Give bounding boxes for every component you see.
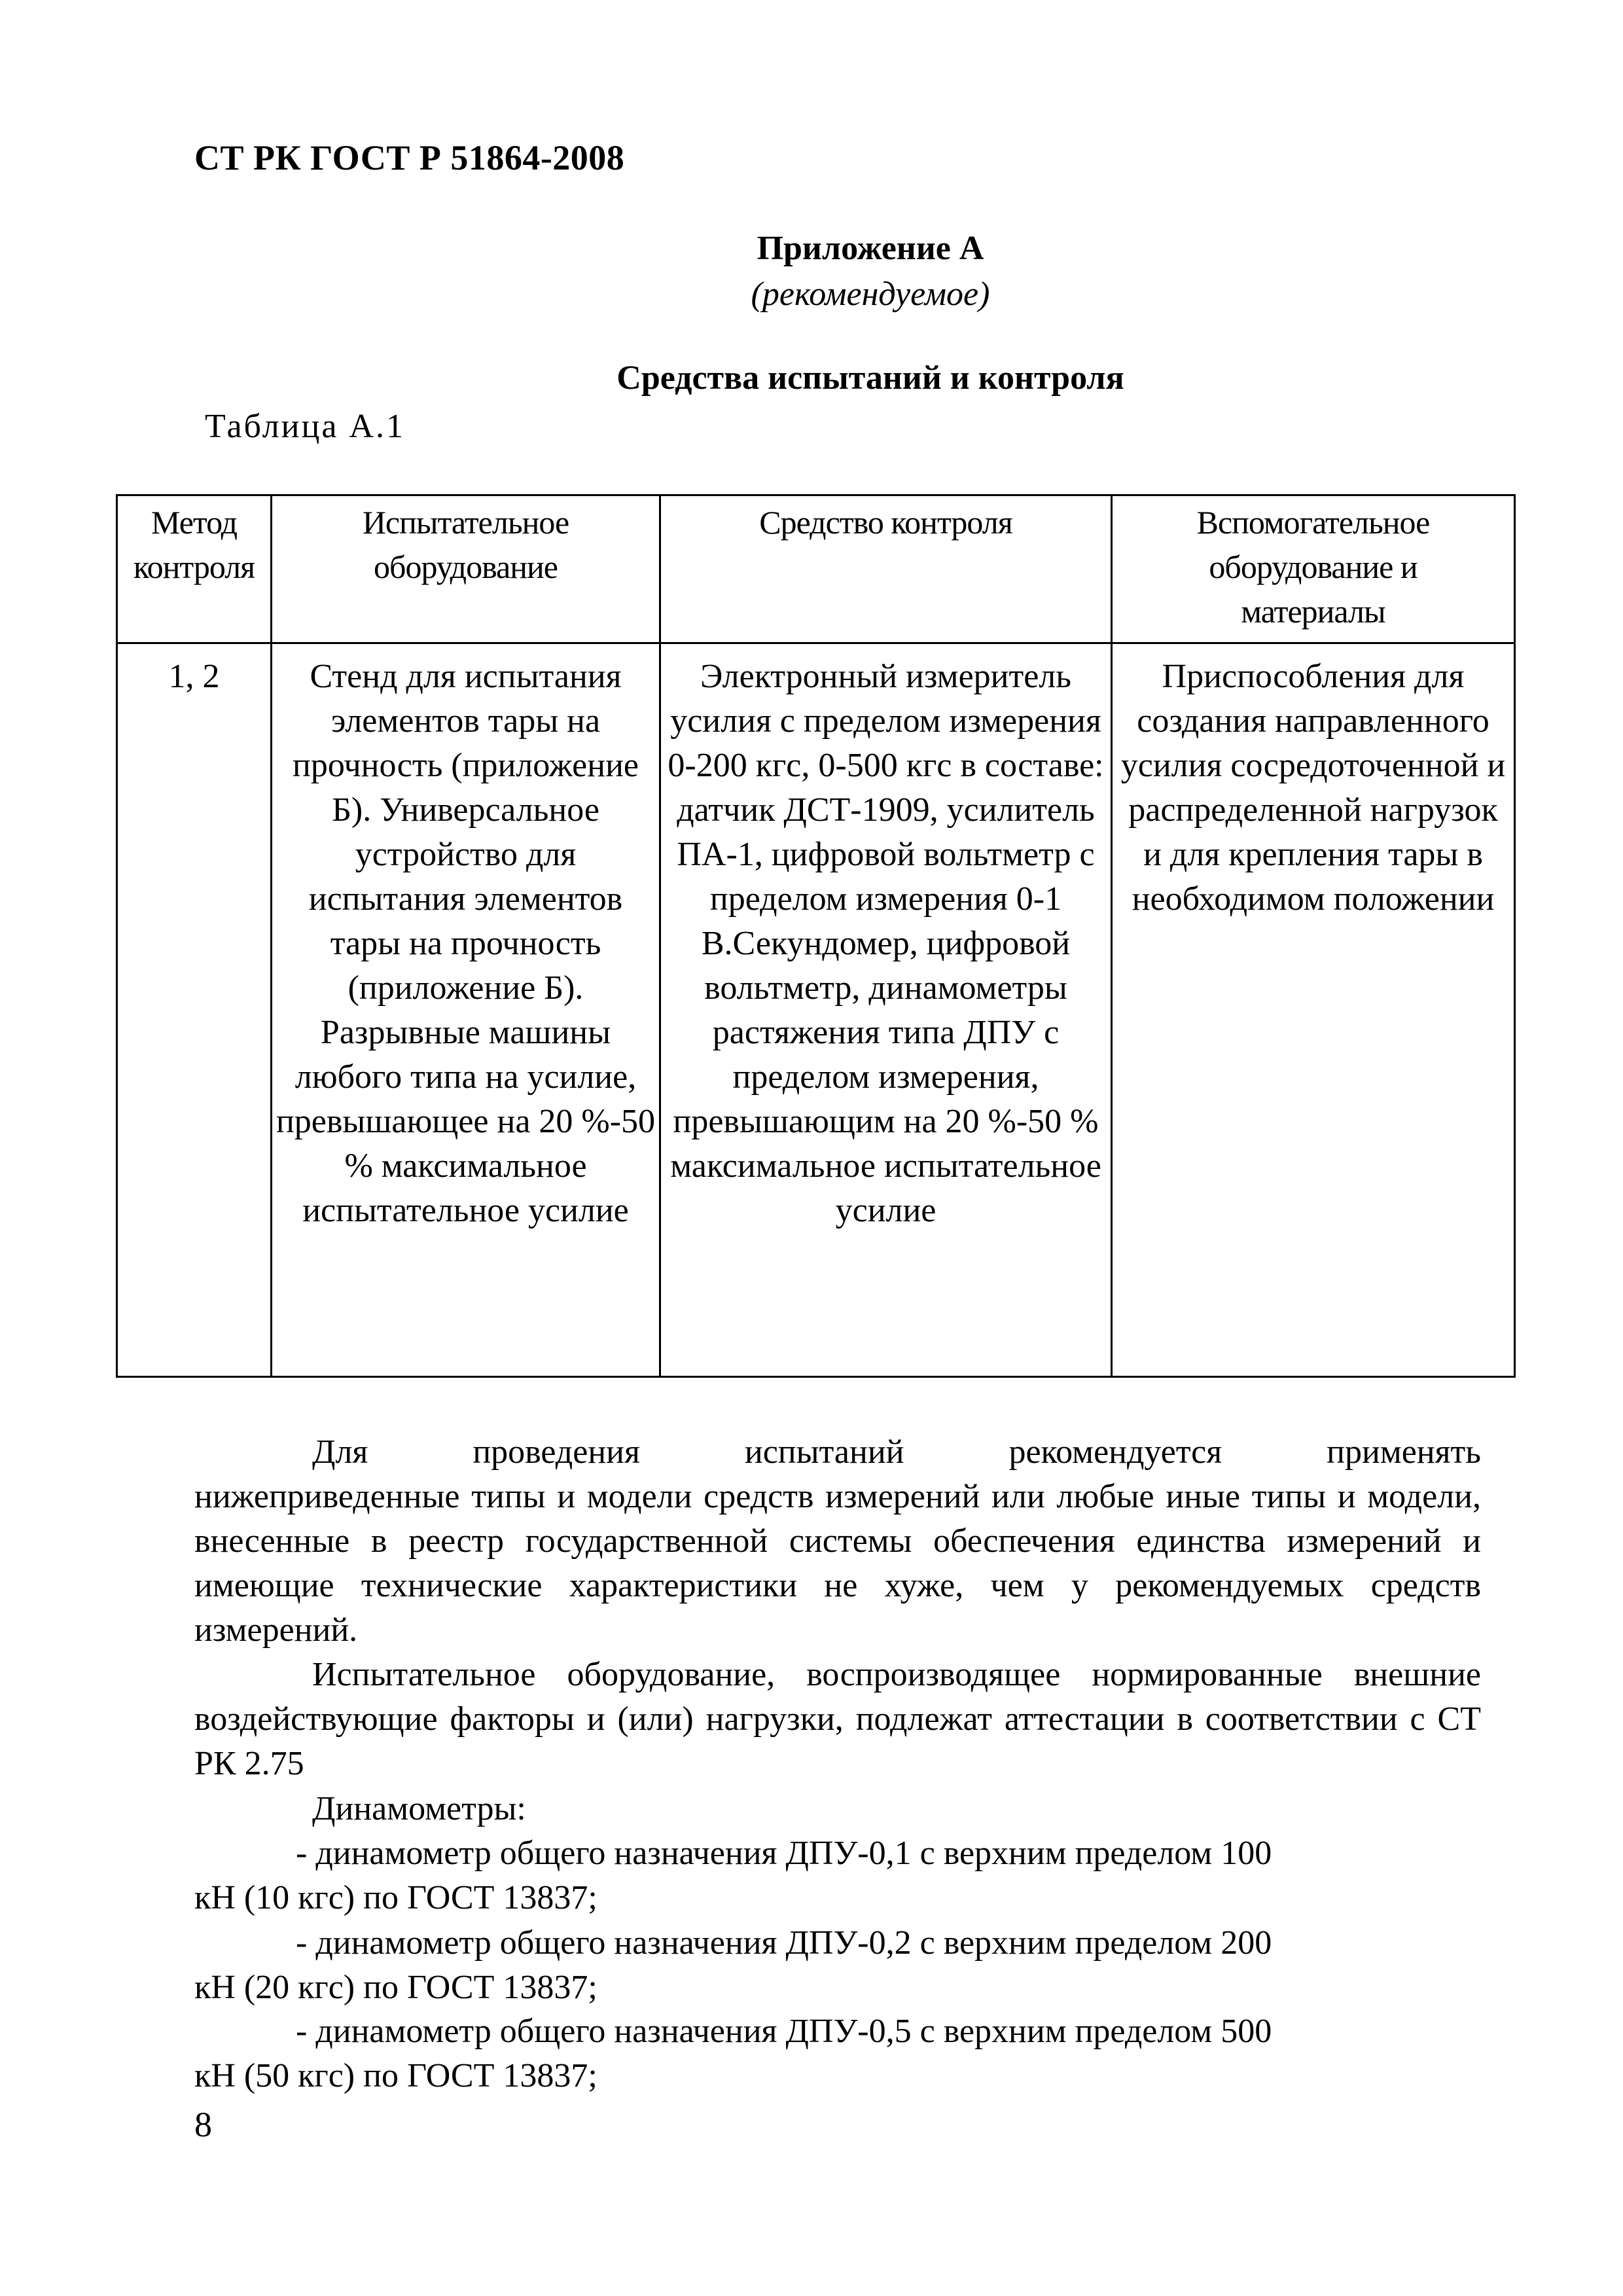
header-equipment: Испытательное оборудование <box>272 495 660 643</box>
cell-equipment: Стенд для испытания элементов тары на прочность (приложение Б). Универсальное устройство для испытания элементов тары на прочность (приложение Б). Разрывные машины любого типа на усилие, превышающее на 20 %-50 % максимальное испытательное усилие <box>272 643 660 1377</box>
dynamometers-heading: Динамометры: <box>312 1790 526 1827</box>
list-item-tail: кН (20 кгс) по ГОСТ 13837; <box>194 1969 597 2006</box>
page-number: 8 <box>194 2105 212 2144</box>
table-caption: Таблица А.1 <box>205 408 405 445</box>
annex-subtitle: (рекомендуемое) <box>751 276 990 313</box>
document-code: СТ РК ГОСТ Р 51864-2008 <box>194 138 625 177</box>
annex-title: Приложение А <box>757 230 984 267</box>
list-item-lead: - динамометр общего назначения ДПУ-0,1 с верхним пределом 100 <box>296 1835 1272 1872</box>
list-item <box>194 2009 1481 2098</box>
list-item <box>194 1831 1481 1920</box>
table-row <box>117 643 1515 1377</box>
list-item-tail: кН (10 кгс) по ГОСТ 13837; <box>194 1879 597 1916</box>
paragraph-certification: Испытательное оборудование, воспроизводящее нормированные внешние воздействующие факторы и (или) нагрузки, подлежат аттестации в соответствии с СТ РК 2.75 <box>194 1656 1481 1782</box>
paragraph-recommendation <box>194 1430 1481 1653</box>
header-method: Метод контроля <box>117 495 272 643</box>
test-equipment-table <box>116 494 1516 1378</box>
header-control: Средство контроля <box>660 495 1112 643</box>
list-item-lead: - динамометр общего назначения ДПУ-0,2 с верхним пределом 200 <box>296 1924 1272 1962</box>
paragraph-recommendation-rest: нижеприведенные типы и модели средств измерений или любые иные типы и модели, внесенные в реестр государственной системы обеспечения единства измерений и имеющие технические характеристики не хуже, чем у рекомендуемых средств измерений. <box>194 1478 1481 1649</box>
paragraph-recommendation-first-line: Для проведения испытаний рекомендуется применять <box>312 1433 1481 1471</box>
cell-auxiliary: Приспособления для создания направленного усилия сосредоточенной и распределенной нагрузок и для крепления тары в необходимом положении <box>1112 643 1515 1377</box>
section-title: Средства испытаний и контроля <box>616 359 1124 397</box>
list-item <box>194 1921 1481 2010</box>
header-auxiliary: Вспомогательное оборудование и материалы <box>1112 495 1515 643</box>
cell-method: 1, 2 <box>117 643 272 1377</box>
list-item-tail: кН (50 кгс) по ГОСТ 13837; <box>194 2057 597 2094</box>
list-item-lead: - динамометр общего назначения ДПУ-0,5 с верхним пределом 500 <box>296 2013 1272 2050</box>
cell-control: Электронный измеритель усилия с пределом измерения 0-200 кгс, 0-500 кгс в составе: датчик ДСТ-1909, усилитель ПА-1, цифровой вольтметр с пределом измерения 0-1 В.Секундомер, цифровой вольтметр, динамометры растяжения типа ДПУ с пределом измерения, превышающим на 20 %-50 % максимальное испытательное усилие <box>660 643 1112 1377</box>
table-header-row <box>117 495 1515 643</box>
